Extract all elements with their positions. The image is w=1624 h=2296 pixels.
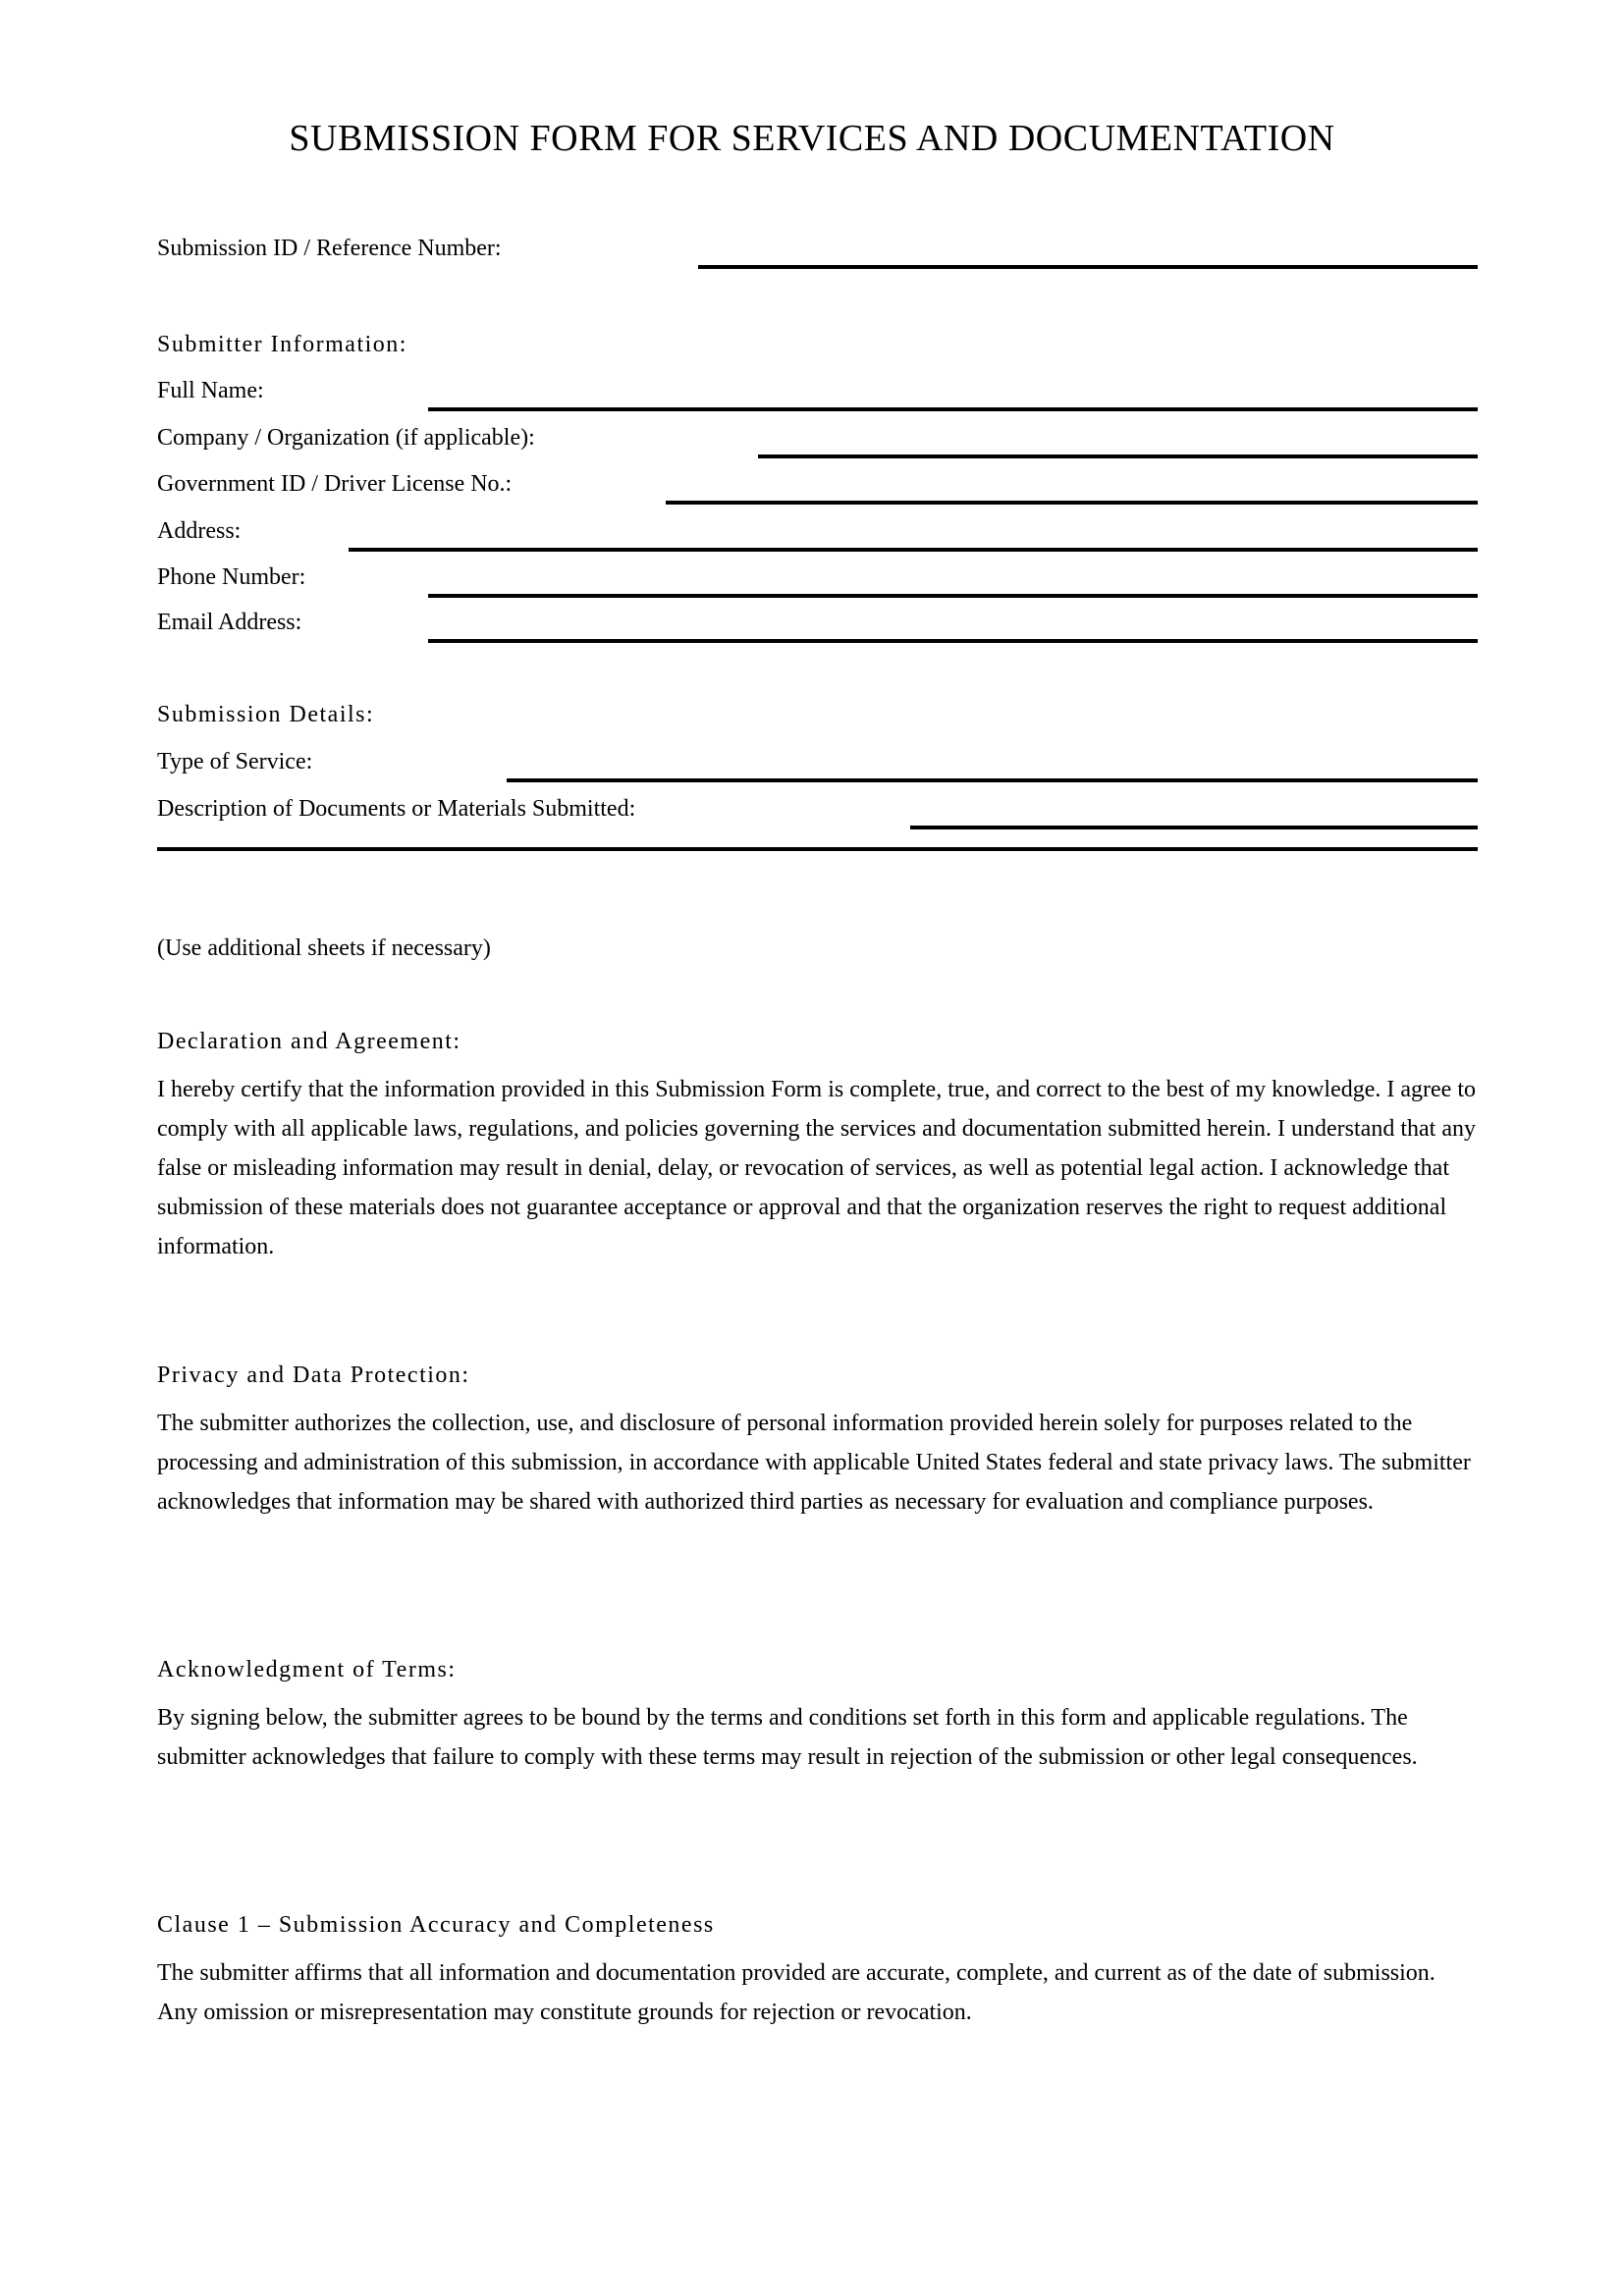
submission-id-label: Submission ID / Reference Number: <box>157 236 502 261</box>
description-input-line[interactable] <box>910 826 1478 829</box>
full-name-input-line[interactable] <box>428 407 1478 411</box>
declaration-heading: Declaration and Agreement: <box>157 1029 461 1054</box>
submission-details-heading: Submission Details: <box>157 702 375 727</box>
description-input-line-2[interactable] <box>157 847 1478 851</box>
type-of-service-label: Type of Service: <box>157 749 313 774</box>
full-name-label: Full Name: <box>157 378 264 403</box>
additional-sheets-note: (Use additional sheets if necessary) <box>157 935 491 961</box>
submitter-info-heading: Submitter Information: <box>157 332 407 357</box>
phone-row <box>157 564 1478 598</box>
description-label: Description of Documents or Materials Submitted: <box>157 796 636 822</box>
government-id-input-line[interactable] <box>666 501 1478 505</box>
company-input-line[interactable] <box>758 454 1478 458</box>
page-title: SUBMISSION FORM FOR SERVICES AND DOCUMENTATION <box>289 118 1335 159</box>
type-of-service-input-line[interactable] <box>507 778 1478 782</box>
address-label: Address: <box>157 518 242 544</box>
email-input-line[interactable] <box>428 639 1478 643</box>
government-id-row <box>157 471 1478 505</box>
type-of-service-row <box>157 749 1478 782</box>
email-label: Email Address: <box>157 610 302 635</box>
company-label: Company / Organization (if applicable): <box>157 425 535 451</box>
submission-id-row <box>157 236 1478 269</box>
company-row <box>157 425 1478 458</box>
phone-input-line[interactable] <box>428 594 1478 598</box>
acknowledgment-paragraph: By signing below, the submitter agrees to be bound by the terms and conditions set forth in this form and applicable regulations. The submitter acknowledges that failure to comply with these terms may result in rejection of the submission or other legal consequences. <box>157 1705 1418 1770</box>
declaration-paragraph: I hereby certify that the information provided in this Submission Form is complete, true, and correct to the best of my knowledge. I agree to comply with all applicable laws, regulations, and policies governing the services and documentation submitted herein. I understand that any false or misleading information may result in denial, delay, or revocation of services, as well as potential legal action. I acknowledge that submission of these materials does not guarantee acceptance or approval and that the organization reserves the right to request additional information. <box>157 1077 1476 1259</box>
full-name-row <box>157 378 1478 411</box>
description-row <box>157 796 1478 829</box>
phone-label: Phone Number: <box>157 564 306 590</box>
address-input-line[interactable] <box>349 548 1478 552</box>
acknowledgment-heading: Acknowledgment of Terms: <box>157 1657 457 1682</box>
email-row <box>157 610 1478 643</box>
privacy-paragraph: The submitter authorizes the collection, use, and disclosure of personal information provided herein solely for purposes related to the processing and administration of this submission, in accordance with applicable United States federal and state privacy laws. The submitter acknowledges that information may be shared with authorized third parties as necessary for evaluation and compliance purposes. <box>157 1411 1471 1515</box>
privacy-heading: Privacy and Data Protection: <box>157 1362 470 1388</box>
clause-1-paragraph: The submitter affirms that all information and documentation provided are accurate, complete, and current as of the date of submission. Any omission or misrepresentation may constitute grounds for rejection or revocation. <box>157 1960 1435 2025</box>
clause-1-heading: Clause 1 – Submission Accuracy and Completeness <box>157 1912 715 1938</box>
address-row <box>157 518 1478 552</box>
submission-id-input-line[interactable] <box>698 265 1478 269</box>
government-id-label: Government ID / Driver License No.: <box>157 471 513 497</box>
